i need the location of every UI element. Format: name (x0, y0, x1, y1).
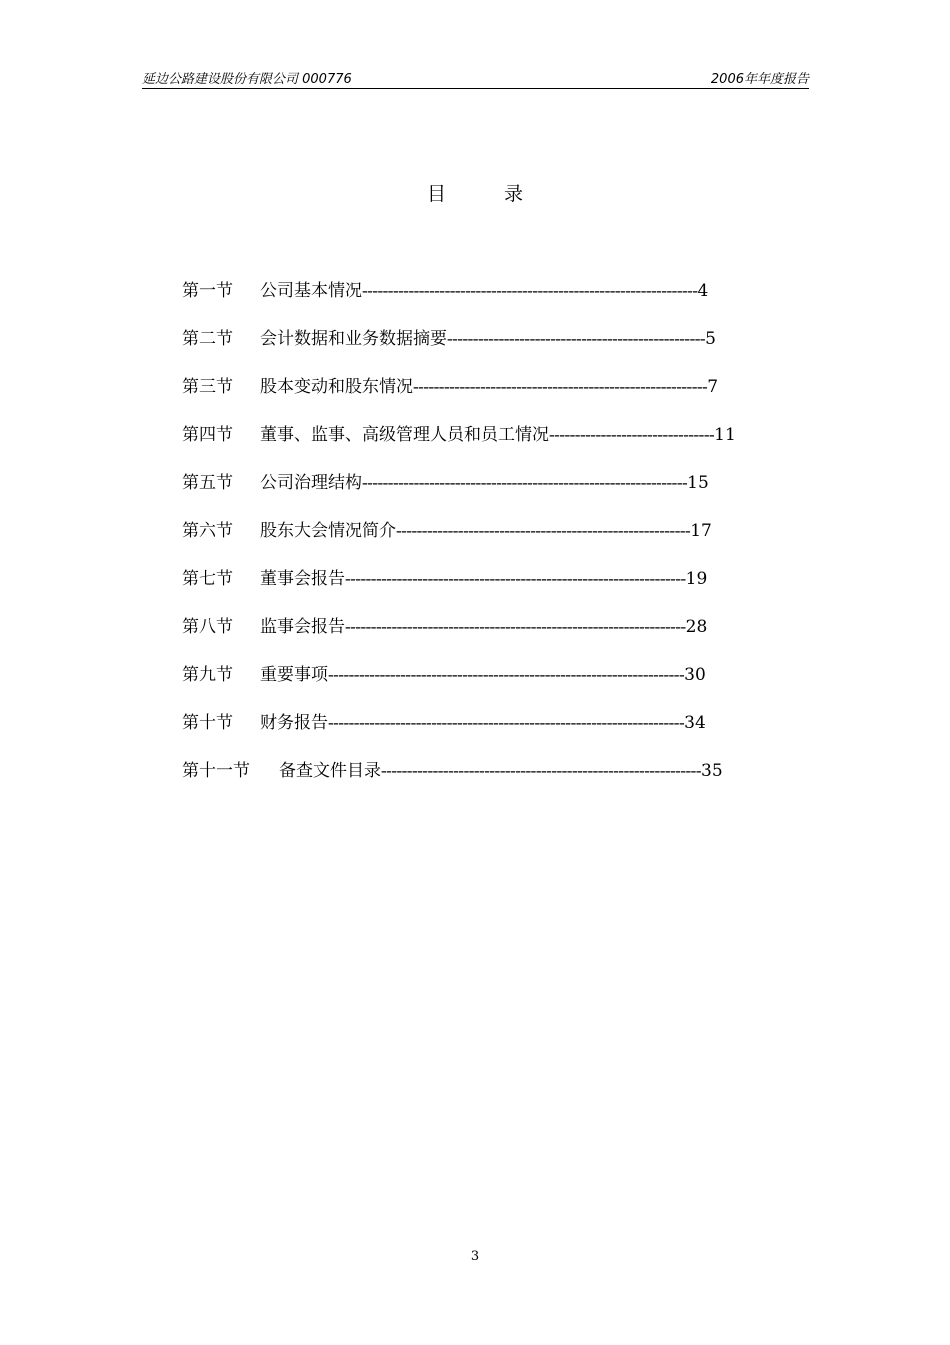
header-company: 延边公路建设股份有限公司 000776 (142, 72, 352, 87)
toc-entry-page: 7 (707, 377, 719, 397)
toc-title (0, 179, 950, 206)
toc-entry-page: 11 (714, 425, 736, 445)
toc-entry[interactable] (182, 420, 822, 468)
toc-entry-leader: --------------------------------------------------------------- (362, 473, 688, 492)
toc-entry-title: 公司治理结构 (260, 473, 362, 493)
toc-entry-leader: ------------------------------------------------------------------ (345, 569, 686, 588)
toc-entry-number: 第五节 (182, 473, 233, 493)
toc-entry-leader: --------------------------------------------------------- (396, 521, 691, 540)
toc-entry-title: 重要事项 (260, 665, 328, 685)
toc-entry-title: 董事、监事、高级管理人员和员工情况 (260, 425, 549, 445)
toc-entry-leader: --------------------------------------------------------------------- (328, 665, 685, 684)
toc-entry-title: 公司基本情况 (260, 281, 362, 301)
toc-entry-title: 备查文件目录 (279, 761, 381, 781)
toc-entry-number: 第二节 (182, 329, 233, 349)
toc-entry-leader: --------------------------------------------------------------------- (328, 713, 685, 732)
toc-entry[interactable] (182, 660, 822, 708)
toc-entry-number: 第十节 (182, 713, 233, 733)
toc-entry-leader: --------------------------------------------------------- (413, 377, 708, 396)
toc-entry-number: 第三节 (182, 377, 233, 397)
toc-entry-title: 监事会报告 (260, 617, 345, 637)
toc-entry-number: 第十一节 (182, 761, 250, 781)
toc-entry[interactable] (182, 516, 822, 564)
toc-entry-page: 34 (684, 713, 706, 733)
toc-list (182, 276, 822, 804)
toc-entry-page: 4 (697, 281, 709, 301)
toc-entry[interactable] (182, 324, 822, 372)
header-report-title: 2006年年度报告 (710, 72, 809, 87)
toc-entry-page: 15 (687, 473, 709, 493)
toc-entry-leader: -------------------------------------------------- (447, 329, 706, 348)
toc-entry-leader: -------------------------------- (549, 425, 715, 444)
page-number: 3 (470, 1249, 480, 1264)
toc-entry-number: 第四节 (182, 425, 233, 445)
toc-title-char-1: 目 (426, 183, 446, 205)
toc-entry[interactable] (182, 276, 822, 324)
toc-entry-title: 财务报告 (260, 713, 328, 733)
toc-entry-page: 19 (685, 569, 708, 589)
toc-entry-number: 第九节 (182, 665, 233, 685)
toc-entry-title: 股东大会情况简介 (260, 521, 396, 541)
toc-entry[interactable] (182, 708, 822, 756)
toc-entry-number: 第一节 (182, 281, 233, 301)
toc-entry-page: 30 (684, 665, 706, 685)
toc-entry[interactable] (182, 612, 822, 660)
toc-entry-page: 35 (701, 761, 723, 781)
toc-entry-leader: ----------------------------------------------------------------- (362, 281, 698, 300)
toc-entry-leader: ------------------------------------------------------------------ (345, 617, 686, 636)
toc-entry-page: 17 (690, 521, 712, 541)
toc-entry-leader: -------------------------------------------------------------- (381, 761, 701, 780)
toc-entry[interactable] (182, 372, 822, 420)
toc-entry[interactable] (182, 756, 822, 804)
toc-entry-number: 第七节 (182, 569, 233, 589)
toc-entry-number: 第八节 (182, 617, 233, 637)
toc-entry[interactable] (182, 564, 822, 612)
toc-entry[interactable] (182, 468, 822, 516)
toc-entry-title: 会计数据和业务数据摘要 (260, 329, 447, 349)
toc-entry-number: 第六节 (182, 521, 233, 541)
toc-entry-page: 5 (705, 329, 716, 349)
toc-entry-title: 股本变动和股东情况 (260, 377, 413, 397)
page-header (142, 66, 809, 89)
toc-title-char-2: 录 (504, 183, 524, 205)
toc-entry-title: 董事会报告 (260, 569, 345, 589)
toc-entry-page: 28 (685, 617, 708, 637)
